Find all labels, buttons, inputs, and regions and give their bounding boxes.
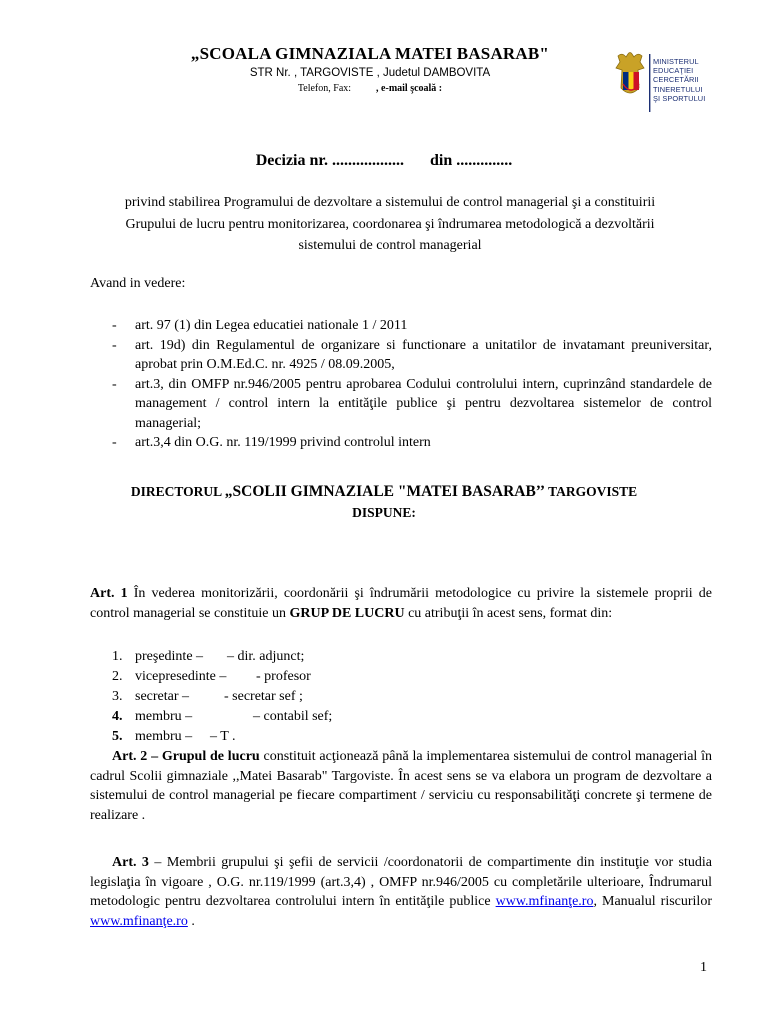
decision-subject	[105, 192, 675, 257]
decision-number: Decizia nr. ..................	[255, 152, 405, 169]
email-label: , e-mail şcoală :	[376, 83, 443, 94]
considering-intro: Avand in vedere:	[90, 276, 186, 291]
article-label: Art. 3	[112, 855, 149, 870]
working-group-label: Grupul de lucru	[161, 749, 260, 764]
article-label: Art. 1	[90, 586, 128, 601]
subject-line: sistemului de control managerial	[298, 238, 482, 253]
dispune-label: DISPUNE:	[352, 505, 416, 520]
article-3: Art. 3 – Membrii grupului şi şefii de servicii /coordonatorii de compartimente din instituţie vor studia legislaţia în vigoare , O.G. nr.119/1999 (art.3,4) , OMFP nr.946/2005 cu completările ulterioare, Îndrumarul metodologic pentru dezvoltarea controlului intern în entităţile publice www.mfinanţe.ro, Manualul riscurilor www.mfinanţe.ro .	[90, 855, 712, 929]
flag-yellow	[629, 72, 634, 90]
list-item: - art. 97 (1) din Legea educatiei nationale 1 / 2011	[112, 318, 408, 333]
school-title: „SCOALA GIMNAZIALA MATEI BASARAB"	[190, 44, 550, 63]
page-number: 1	[700, 960, 707, 975]
phone-label: Telefon, Fax:	[297, 83, 352, 94]
decision-date: din ..............	[430, 152, 513, 169]
ministry-line: EDUCAŢIEI	[653, 66, 694, 76]
article-2: Art. 2 – Grupul de lucru constituit acţionează până la implementarea sistemului de control managerial în cadrul Scolii gimnaziale ,,Matei Basarab" Targoviste. În acest sens se va elabora un program de dezvoltare a sistemului de control managerial pe fiecare compartiment / serviciu cu responsabilităţi concrete şi termene de realizare .	[90, 749, 713, 823]
subject-line: Grupului de lucru pentru monitorizarea, coordonarea şi îndrumarea metodologică a dezvoltării	[125, 216, 655, 232]
decision-heading	[0, 152, 768, 170]
ministry-logo	[612, 48, 722, 116]
ministry-line: TINERETULUI	[653, 84, 703, 94]
ministry-name	[653, 57, 705, 103]
list-item: 4. membru – – contabil sef;	[112, 709, 333, 724]
ministry-line: ŞI SPORTULUI	[653, 93, 706, 103]
list-item: - art.3,4 din O.G. nr. 119/1999 privind controlul intern	[112, 435, 431, 450]
list-item: 5. membru – – T .	[112, 729, 236, 744]
mfinante-link[interactable]: www.mfinanţe.ro	[90, 913, 188, 929]
director-suffix: TARGOVISTE	[548, 484, 638, 499]
director-prefix: DIRECTORUL	[130, 484, 222, 499]
article-label: Art. 2	[112, 749, 148, 764]
list-item: 2. vicepresedinte – - profesor	[112, 669, 311, 684]
ministry-line: CERCETĂRII	[653, 75, 699, 85]
working-group-label: GRUP DE LUCRU	[289, 605, 405, 621]
legal-basis-list	[90, 316, 712, 453]
list-item: 3. secretar – - secretar sef ;	[112, 689, 303, 704]
list-item: - art. 19d) din Regulamentul de organizare si functionare a unitatilor de invatamant preuniversitar, aprobat prin O.M.Ed.C. nr. 4925 / 08.09.2005,	[112, 337, 712, 372]
ministry-line: MINISTERUL	[653, 57, 699, 66]
list-item: 1. preşedinte – – dir. adjunct;	[112, 649, 305, 664]
director-school: „SCOLII GIMNAZIALE "MATEI BASARAB’’	[224, 483, 545, 500]
contact-line	[150, 83, 590, 94]
subject-line: privind stabilirea Programului de dezvoltare a sistemului de control managerial şi a constituirii	[124, 195, 656, 210]
mfinante-link[interactable]: www.mfinanţe.ro	[495, 894, 594, 909]
article-1: Art. 1 În vederea monitorizării, coordonării şi îndrumării metodologice cu privire la sistemele proprii de control managerial se constituie un GRUP DE LUCRU cu atribuţii în acest sens, format din:	[90, 586, 713, 621]
director-heading	[0, 481, 768, 523]
list-item: - art.3, din OMFP nr.946/2005 pentru aprobarea Codului controlului intern, cuprinzând standardele de management / control intern la entităţile publice şi pentru dezvoltarea sistemelor de control managerial;	[112, 376, 712, 431]
school-address: STR Nr. , TARGOVISTE , Judetul DAMBOVITA	[249, 67, 491, 79]
member-list	[112, 647, 512, 747]
